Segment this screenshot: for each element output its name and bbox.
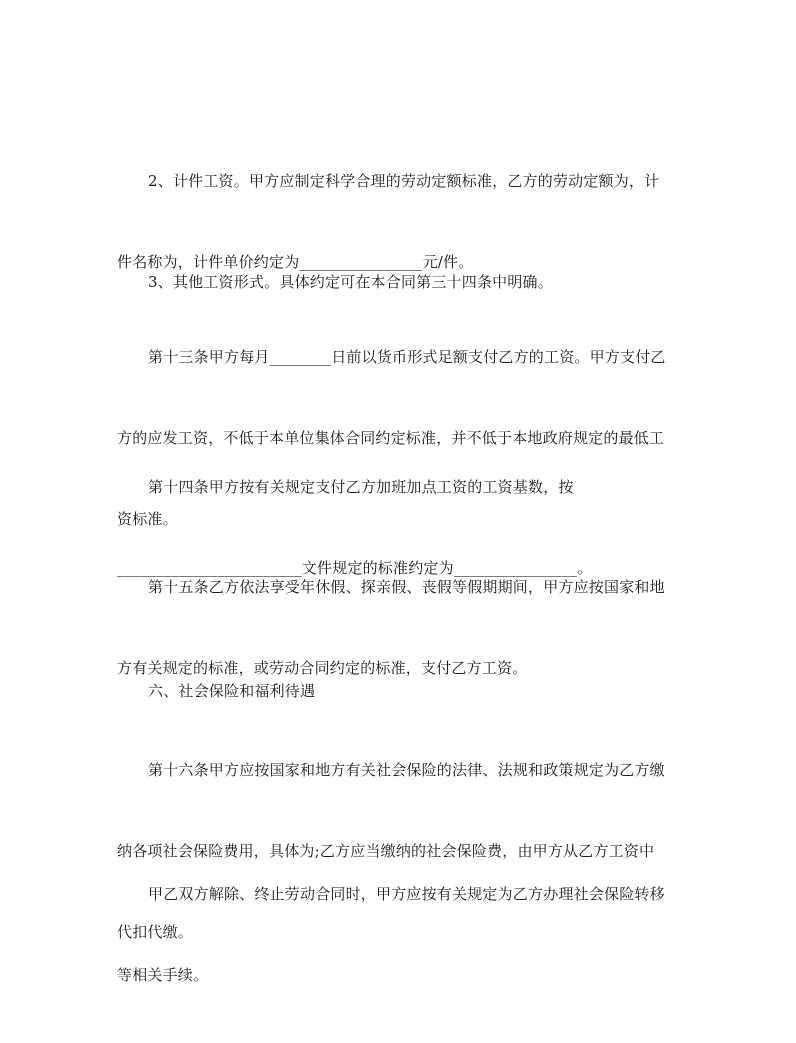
paragraph-line: 第十六条甲方应按国家和地方有关社会保险的法律、法规和政策规定为乙方缴 <box>148 761 665 779</box>
paragraph-line: 资标准。 <box>117 510 178 528</box>
paragraph-line: ________________________文件规定的标准约定为________________。 <box>117 559 593 577</box>
paragraph-line: 件名称为，计件单价约定为________________元/件。 <box>117 253 474 271</box>
paragraph-line: 2、计件工资。甲方应制定科学合理的劳动定额标准，乙方的劳动定额为，计 <box>148 172 660 190</box>
paragraph-line: 第十五条乙方依法享受年休假、探亲假、丧假等假期期间，甲方应按国家和地 <box>148 578 665 596</box>
paragraph-line: 甲乙双方解除、终止劳动合同时，甲方应按有关规定为乙方办理社会保险转移 <box>148 885 665 903</box>
paragraph-line: 第十四条甲方按有关规定支付乙方加班加点工资的工资基数，按 <box>148 478 574 496</box>
paragraph-line: 等相关手续。 <box>117 966 209 984</box>
paragraph-line: 纳各项社会保险费用，具体为;乙方应当缴纳的社会保险费，由甲方从乙方工资中 <box>117 842 655 860</box>
paragraph-line: 方有关规定的标准，或劳动合同约定的标准，支付乙方工资。 <box>117 659 528 677</box>
section-heading: 六、社会保险和福利待遇 <box>148 682 316 700</box>
paragraph-line: 第十三条甲方每月________日前以货币形式足额支付乙方的工资。甲方支付乙 <box>148 348 666 366</box>
paragraph-line: 方的应发工资，不低于本单位集体合同约定标准，并不低于本地政府规定的最低工 <box>117 429 665 447</box>
paragraph-termination-transfer <box>117 827 687 1043</box>
paragraph-line: 代扣代缴。 <box>117 923 194 941</box>
paragraph-line: 3、其他工资形式。具体约定可在本合同第三十四条中明确。 <box>148 273 553 291</box>
